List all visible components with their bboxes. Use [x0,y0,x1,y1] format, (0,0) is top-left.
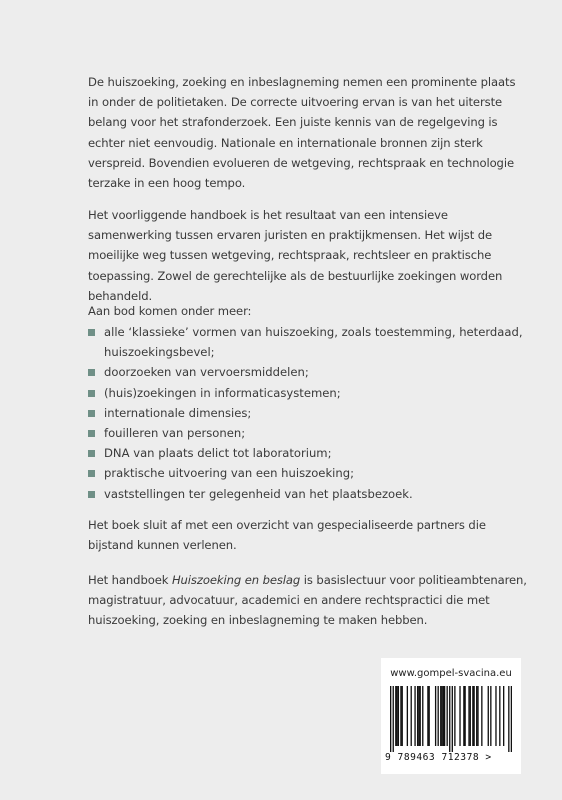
barcode-bar [444,686,445,746]
square-bullet-icon [88,450,95,457]
barcode-bar [390,686,391,752]
barcode-bar [470,686,471,746]
publisher-url: www.gompel-svacina.eu [390,668,512,679]
barcode-bar [422,686,423,746]
partners-paragraph: Het boek sluit af met een overzicht van gespecialiseerde partners die bijstand kunnen verlenen. [88,518,486,553]
barcode-bar [440,686,441,746]
barcode-bar [472,686,473,746]
list-item: doorzoeken van vervoersmiddelen; [88,362,528,382]
barcode-bar [418,686,419,746]
barcode-bar [398,686,399,746]
isbn-number: 9 789463 712378 > [385,752,492,763]
barcode-bar [464,686,465,746]
barcode-bar [402,686,403,746]
barcode-bar [495,686,496,746]
barcode-bar [508,686,509,752]
barcode-bar [435,686,436,746]
barcode-bar [438,686,439,746]
list-item: vaststellingen ter gelegenheid van het plaatsbezoek. [88,484,528,504]
barcode-panel [381,658,521,774]
barcode-bar [417,686,418,746]
topics-list [88,322,528,504]
barcode-bar [449,686,450,752]
barcode-bar [477,686,478,746]
barcode-bar [481,686,482,746]
handbook-paragraph: Het voorliggende handboek is het resultaat van een intensieve samenwerking tussen ervaren juristen en praktijkmensen. Het wijst de moeilijke weg tussen wetgeving, rechtspraak, rechtsleer en praktische toepassing. Zowel de gerechtelijke als de bestuurlijke zoekingen worden behandeld. [88,208,503,303]
barcode-bar [473,686,474,746]
square-bullet-icon [88,410,95,417]
list-item: DNA van plaats delict tot laboratorium; [88,443,528,463]
audience-paragraph: Het handboek Huiszoeking en beslag is basislectuur voor politieambtenaren, magistratuur, advocatuur, academici en andere rechtspractici die met huiszoeking, zoeking en inbeslagneming te maken hebben. [88,573,527,628]
barcode-icon [390,686,512,752]
barcode-bar [395,686,396,746]
barcode-bar [396,686,397,746]
barcode-bar [429,686,430,746]
square-bullet-icon [88,430,95,437]
list-item: internationale dimensies; [88,403,528,423]
square-bullet-icon [88,491,95,498]
square-bullet-icon [88,329,95,336]
barcode-bar [407,686,408,746]
list-item: (huis)zoekingen in informaticasystemen; [88,383,528,403]
barcode-bar [503,686,504,746]
book-title: Huiszoeking en beslag [171,573,301,587]
barcode-bar [420,686,421,746]
barcode-bar [393,686,394,752]
barcode-bar [452,686,453,752]
square-bullet-icon [88,390,95,397]
barcode-bar [499,686,500,746]
barcode-bar [427,686,428,746]
barcode-bar [443,686,444,746]
barcode-bar [476,686,477,746]
square-bullet-icon [88,470,95,477]
barcode-bar [459,686,460,746]
barcode-bar [454,686,455,746]
list-item: alle ‘klassieke’ vormen van huiszoeking, zoals toestemming, heterdaad, huiszoekingsbevel; [88,322,528,362]
barcode-bar [488,686,489,746]
square-bullet-icon [88,369,95,376]
topics-heading: Aan bod komen onder meer: [88,304,252,318]
intro-paragraph: De huiszoeking, zoeking en inbeslagneming nemen een prominente plaats in onder de politietaken. De correcte uitvoering ervan is van het uiterste belang voor het strafonderzoek. Een juiste kennis van de regelgeving is echter niet eenvoudig. Nationale en internationale bronnen zijn sterk verspreid. Bovendien evolueren de wetgeving, rechtspraak en technologie terzake in een hoog tempo. [88,75,516,191]
barcode-bar [511,686,512,752]
barcode-bar [400,686,401,746]
barcode-bar [411,686,412,746]
barcode-bar [414,686,415,746]
barcode-bar [441,686,442,746]
barcode-bar [490,686,491,746]
barcode-bar [463,686,464,746]
barcode-bar [468,686,469,746]
list-item: praktische uitvoering van een huiszoeking; [88,463,528,483]
barcode-bar [447,686,448,746]
list-item: fouilleren van personen; [88,423,528,443]
